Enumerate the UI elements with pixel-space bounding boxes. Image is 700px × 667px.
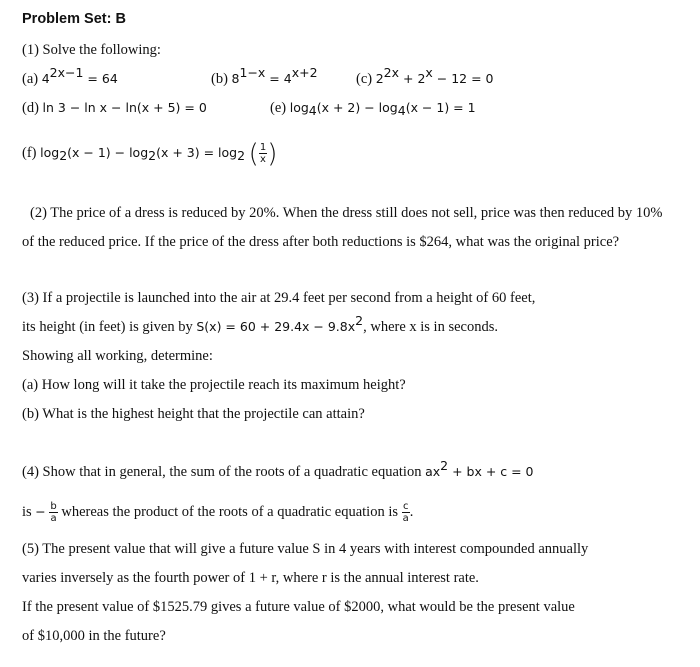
fraction-b-over-a: $\frac{b}{a}$	[50, 501, 57, 525]
problem-1-intro: (1) Solve the following:	[22, 42, 161, 58]
problem-1b: (b) $8^{1-x} = 4^{x+2}$	[211, 65, 318, 87]
fraction-1-over-x: $\frac{1}{x}$	[259, 142, 267, 166]
problem-5-line-4: of $10,000 in the future?	[22, 628, 166, 644]
problem-5-line-2: varies inversely as the fourth power of 1 + r, where r is the annual interest rate.	[22, 570, 479, 586]
problem-3-line-1: (3) If a projectile is launched into the air at 29.4 feet per second from a height of 60 feet,	[22, 290, 536, 306]
problem-2-line-1: (2) The price of a dress is reduced by 20%. When the dress still does not sell, price was then reduced by 10%	[30, 205, 663, 221]
right-paren: )	[267, 138, 278, 169]
problem-3a: (a) How long will it take the projectile reach its maximum height?	[22, 377, 406, 393]
problem-4-line-2: is − $\frac{b}{a}$ whereas the product of the roots of a quadratic equation is $\frac{c}{a}$ .	[22, 501, 414, 525]
problem-2-line-2: of the reduced price. If the price of the dress after both reductions is $264, what was the original price?	[22, 234, 620, 250]
left-paren: (	[248, 138, 259, 169]
problem-4-line-1: (4) Show that in general, the sum of the roots of a quadratic equation $ax^2$ + bx + c = 0	[22, 458, 534, 480]
problem-1d: (d) ln 3 − ln x − ln(x + 5) = 0	[22, 100, 207, 116]
problem-5-line-1: (5) The present value that will give a future value S in 4 years with interest compounded annually	[22, 541, 589, 557]
problem-1c: (c) $2^{2x} + 2^x - 12 = 0$	[356, 65, 494, 87]
page-title: Problem Set: B	[22, 11, 126, 27]
problem-1f: (f) $\log_2(x - 1) - \log_2(x + 3) = \log_2$ ( $\frac{1}{x}$ )	[22, 138, 278, 169]
problem-5-line-3: If the present value of $1525.79 gives a future value of $2000, what would be the present value	[22, 599, 575, 615]
problem-3b: (b) What is the highest height that the projectile can attain?	[22, 406, 365, 422]
problem-3-line-2: its height (in feet) is given by $S(x) = 60 + 29.4x - 9.8x^2$, where x is in seconds.	[22, 313, 498, 335]
problem-3-line-3: Showing all working, determine:	[22, 348, 213, 364]
problem-1a: (a) $4^{2x-1} = 64$	[22, 65, 118, 87]
fraction-c-over-a: $\frac{c}{a}$	[402, 501, 409, 525]
problem-1e: (e) $\log_4(x + 2) - \log_4(x - 1) = 1$	[270, 100, 476, 118]
